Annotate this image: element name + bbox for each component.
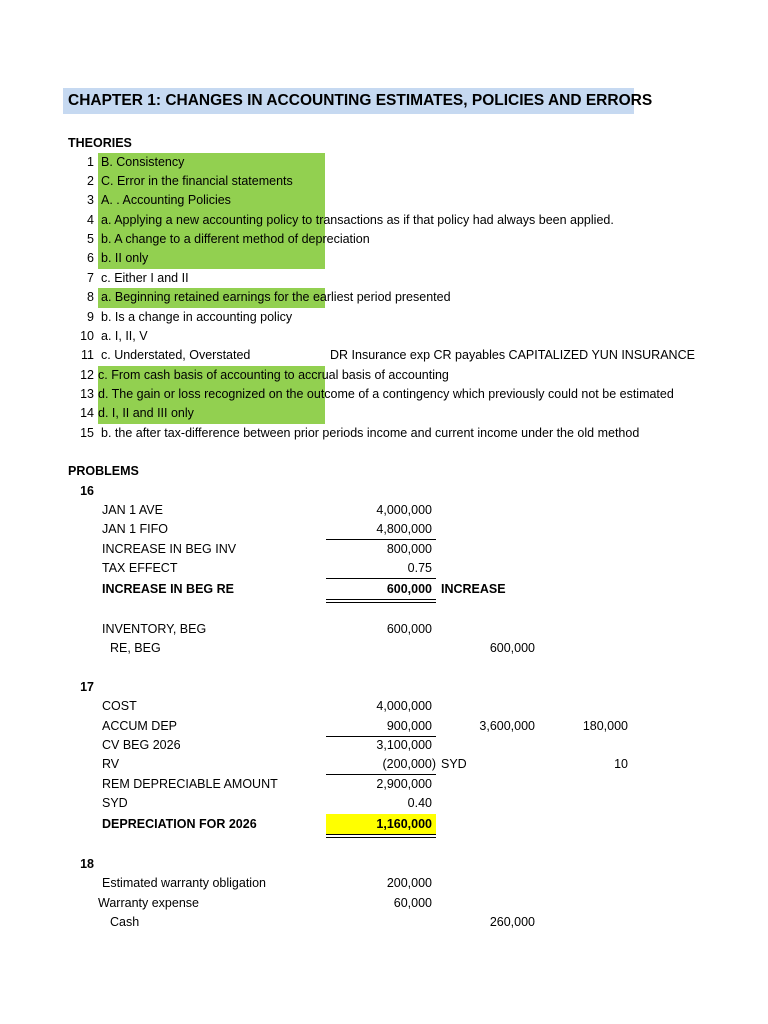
p16-value: 800,000: [386, 542, 432, 556]
p16-value: 0.75: [407, 561, 432, 575]
p17-label: ACCUM DEP: [102, 719, 178, 733]
theory-number: 8: [87, 290, 94, 304]
double-underline: [326, 834, 436, 835]
theory-number: 7: [87, 271, 94, 285]
p17-value: 2,900,000: [376, 777, 432, 791]
p17-value: 3,100,000: [376, 738, 432, 752]
theory-number: 13: [80, 387, 94, 401]
p17-total: 1,160,000: [376, 817, 432, 831]
theory-answer: d. I, II and III only: [98, 406, 194, 420]
p16-note: INCREASE: [441, 582, 506, 596]
theory-number: 5: [87, 232, 94, 246]
theory-number: 14: [80, 406, 94, 420]
p16-je-debit: 600,000: [386, 622, 432, 636]
p18-je-account: Cash: [110, 915, 140, 929]
p17-side-value: 180,000: [582, 719, 628, 733]
p17-value: 900,000: [386, 719, 432, 733]
p17-label: SYD: [102, 796, 128, 810]
theory-number: 6: [87, 251, 94, 265]
p17-side-value: 3,600,000: [479, 719, 535, 733]
p16-value: 4,000,000: [376, 503, 432, 517]
theory-number: 9: [87, 310, 94, 324]
p18-je-account: Estimated warranty obligation: [102, 876, 266, 890]
p16-je-credit: 600,000: [489, 641, 535, 655]
double-underline: [326, 837, 436, 838]
double-underline: [326, 599, 436, 600]
theory-answer: c. Understated, Overstated: [101, 348, 251, 362]
p16-je-account: INVENTORY, BEG: [102, 622, 207, 636]
underline: [326, 578, 436, 579]
p17-note: SYD: [441, 757, 467, 771]
double-underline: [326, 602, 436, 603]
theory-answer: d. The gain or loss recognized on the outcome of a contingency which previously could not be estimated: [98, 387, 674, 401]
problem-number: 18: [80, 857, 94, 871]
problem-number: 17: [80, 680, 94, 694]
p18-je-account: Warranty expense: [98, 896, 199, 910]
p17-value: (200,000): [382, 757, 436, 771]
p17-label: CV BEG 2026: [102, 738, 181, 752]
p17-value: 0.40: [407, 796, 432, 810]
theory-number: 4: [87, 213, 94, 227]
theory-answer: C. Error in the financial statements: [101, 174, 293, 188]
p16-total: 600,000: [386, 582, 432, 596]
p18-je-debit: 200,000: [386, 876, 432, 890]
theory-answer: b. the after tax-difference between prior periods income and current income under the old method: [101, 426, 640, 440]
theory-number: 2: [87, 174, 94, 188]
theory-answer: b. II only: [101, 251, 149, 265]
p18-je-credit: 260,000: [489, 915, 535, 929]
p16-label: JAN 1 FIFO: [102, 522, 168, 536]
page-title: CHAPTER 1: CHANGES IN ACCOUNTING ESTIMATES, POLICIES AND ERRORS: [63, 88, 634, 114]
theory-11-note: DR Insurance exp CR payables CAPITALIZED YUN INSURANCE: [330, 348, 695, 362]
p16-je-account: RE, BEG: [110, 641, 161, 655]
p17-label: DEPRECIATION FOR 2026: [102, 817, 257, 831]
p16-label: INCREASE IN BEG INV: [102, 542, 237, 556]
problem-number: 16: [80, 484, 94, 498]
theory-answer: a. Beginning retained earnings for the earliest period presented: [101, 290, 451, 304]
theory-number: 12: [80, 368, 94, 382]
p16-label: TAX EFFECT: [102, 561, 178, 575]
p16-label: JAN 1 AVE: [102, 503, 163, 517]
theory-number: 1: [87, 155, 94, 169]
theory-number: 10: [80, 329, 94, 343]
theory-answer: c. From cash basis of accounting to accrual basis of accounting: [98, 368, 449, 382]
theory-number: 15: [80, 426, 94, 440]
theory-answer: B. Consistency: [101, 155, 185, 169]
theory-answer: A. . Accounting Policies: [101, 193, 231, 207]
theory-number: 11: [81, 348, 94, 362]
theory-answer: b. A change to a different method of depreciation: [101, 232, 370, 246]
p17-label: RV: [102, 757, 120, 771]
p17-value: 4,000,000: [376, 699, 432, 713]
p16-value: 4,800,000: [376, 522, 432, 536]
theory-number: 3: [87, 193, 94, 207]
p17-side-value: 10: [614, 757, 628, 771]
theory-answer: c. Either I and II: [101, 271, 189, 285]
problems-header: PROBLEMS: [68, 464, 139, 478]
theory-answer: a. Applying a new accounting policy to transactions as if that policy had always been applied.: [101, 213, 614, 227]
theory-answer: b. Is a change in accounting policy: [101, 310, 293, 324]
p17-label: REM DEPRECIABLE AMOUNT: [102, 777, 278, 791]
theories-header: THEORIES: [68, 136, 132, 150]
p17-label: COST: [102, 699, 137, 713]
p18-je-debit: 60,000: [393, 896, 432, 910]
p16-label: INCREASE IN BEG RE: [102, 582, 234, 596]
theory-answer: a. I, II, V: [101, 329, 148, 343]
